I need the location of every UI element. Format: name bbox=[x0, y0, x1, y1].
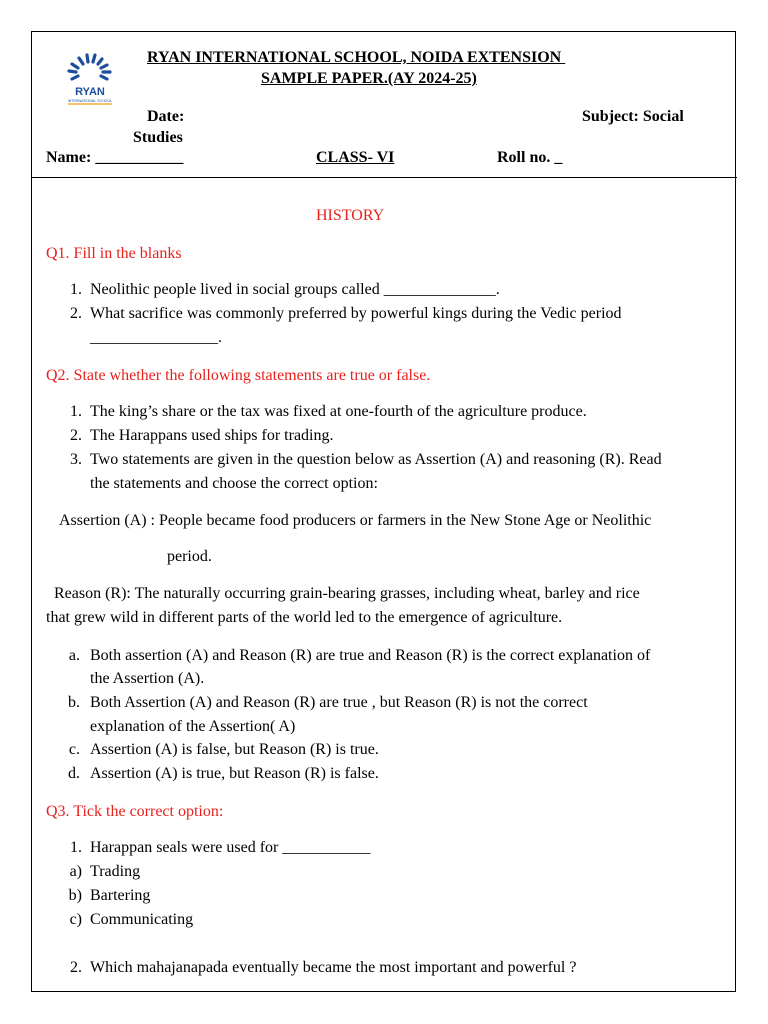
q2-item-2-number: 2. bbox=[70, 427, 82, 444]
option-a-label: a. bbox=[68, 647, 80, 664]
logo-text: RYAN bbox=[75, 86, 105, 98]
q2-item-3-number: 3. bbox=[70, 451, 82, 468]
reason-text: Reason (R): The naturally occurring grain-bearing grasses, including wheat, barley and rice bbox=[54, 585, 640, 602]
q1-item-1-text: Neolithic people lived in social groups called ______________. bbox=[90, 281, 500, 298]
option-c-label: c. bbox=[68, 741, 80, 758]
subject-label-cont: Studies bbox=[133, 129, 183, 146]
reason-text-cont: that grew wild in different parts of the world led to the emergence of agriculture. bbox=[46, 609, 563, 626]
q1-item-2-text-cont: ________________. bbox=[90, 329, 222, 346]
assertion-text: Assertion (A) : People became food producers or farmers in the New Stone Age or Neolithic bbox=[59, 512, 652, 529]
q2-item-1-text: The king’s share or the tax was fixed at one-fourth of the agriculture produce. bbox=[90, 403, 587, 420]
date-label: Date: bbox=[147, 108, 185, 125]
q3-item-2-text: Which mahajanapada eventually became the most important and powerful ? bbox=[90, 959, 577, 976]
logo-subtext: INTERNATIONAL SCHOOL bbox=[67, 99, 113, 103]
header-divider bbox=[31, 177, 737, 178]
q3-option-a-label: a) bbox=[69, 863, 82, 880]
paper-title: SAMPLE PAPER.(AY 2024-25) bbox=[261, 70, 477, 87]
q3-item-2-number: 2. bbox=[70, 959, 82, 976]
q1-title: Q1. Fill in the blanks bbox=[46, 245, 182, 262]
q2-item-1-number: 1. bbox=[70, 403, 82, 420]
q2-item-3-text-cont: the statements and choose the correct option: bbox=[90, 475, 378, 492]
assertion-text-cont: period. bbox=[167, 548, 212, 565]
option-b-text: Both Assertion (A) and Reason (R) are true , but Reason (R) is not the correct bbox=[90, 694, 588, 711]
q1-item-1-number: 1. bbox=[70, 281, 82, 298]
q2-item-2-text: The Harappans used ships for trading. bbox=[90, 427, 334, 444]
q3-option-c-label: c) bbox=[69, 911, 82, 928]
q1-item-2-number: 2. bbox=[70, 305, 82, 322]
q3-option-a-text: Trading bbox=[90, 863, 141, 880]
q3-item-1-number: 1. bbox=[70, 839, 82, 856]
q2-item-3-text: Two statements are given in the question below as Assertion (A) and reasoning (R). Read bbox=[90, 451, 662, 468]
q3-option-c-text: Communicating bbox=[90, 911, 194, 928]
school-name: RYAN INTERNATIONAL SCHOOL, NOIDA EXTENSION bbox=[147, 49, 562, 66]
option-a-text-cont: the Assertion (A). bbox=[90, 670, 205, 687]
option-d-label: d. bbox=[68, 765, 80, 782]
q3-item-1-text: Harappan seals were used for ___________ bbox=[90, 839, 371, 856]
option-a-text: Both assertion (A) and Reason (R) are true and Reason (R) is the correct explanation of bbox=[90, 647, 651, 664]
option-b-label: b. bbox=[68, 694, 80, 711]
option-b-text-cont: explanation of the Assertion( A) bbox=[90, 718, 296, 735]
q1-item-2-text: What sacrifice was commonly preferred by powerful kings during the Vedic period bbox=[90, 305, 622, 322]
option-d-text: Assertion (A) is true, but Reason (R) is false. bbox=[90, 765, 379, 782]
q2-title: Q2. State whether the following statements are true or false. bbox=[46, 367, 431, 384]
sunburst-logo-icon bbox=[58, 50, 122, 106]
q3-option-b-text: Bartering bbox=[90, 887, 151, 904]
q3-title: Q3. Tick the correct option: bbox=[46, 803, 224, 820]
roll-number-field: Roll no. _ bbox=[497, 149, 563, 166]
school-logo bbox=[58, 50, 122, 106]
subject-label: Subject: Social bbox=[582, 108, 684, 125]
name-field: Name: ___________ bbox=[46, 149, 184, 166]
class-label: CLASS- VI bbox=[316, 149, 395, 166]
option-c-text: Assertion (A) is false, but Reason (R) is true. bbox=[90, 741, 379, 758]
q3-option-b-label: b) bbox=[68, 887, 82, 904]
section-heading: HISTORY bbox=[316, 207, 385, 224]
